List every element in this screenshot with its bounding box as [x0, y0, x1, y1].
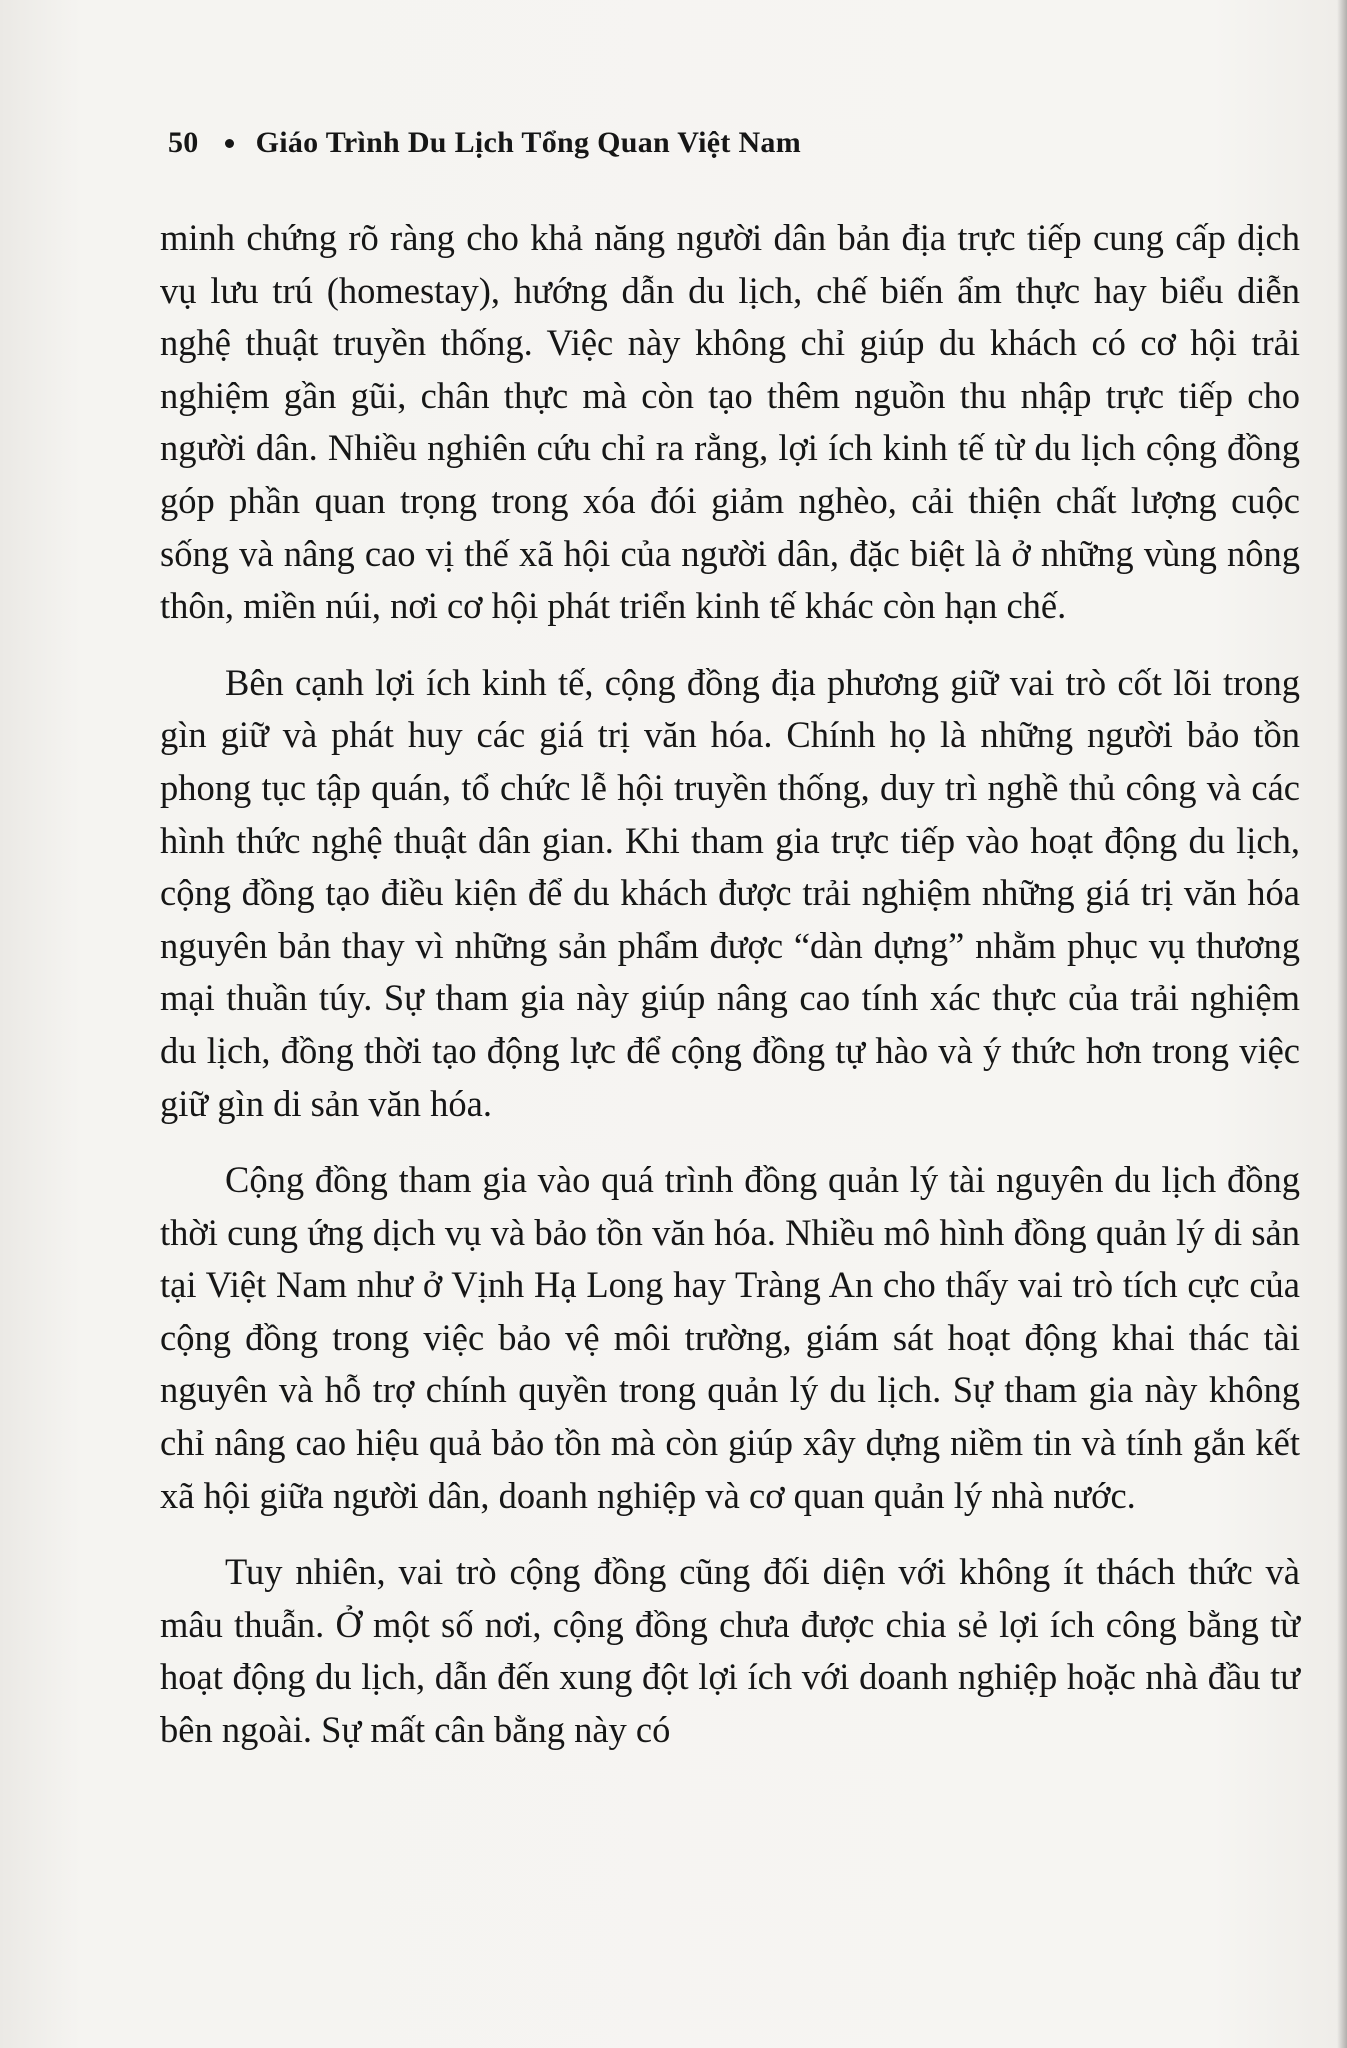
paragraph-3: Cộng đồng tham gia vào quá trình đồng quản lý tài nguyên du lịch đồng thời cung ứng dịch vụ và bảo tồn văn hóa. Nhiều mô hình đồng quản lý di sản tại Việt Nam như ở Vịnh Hạ Long hay Tràng An cho thấy vai trò tích cực của cộng đồng trong việc bảo vệ môi trường, giám sát hoạt động khai thác tài nguyên và hỗ trợ chính quyền trong quản lý du lịch. Sự tham gia này không chỉ nâng cao hiệu quả bảo tồn mà còn giúp xây dựng niềm tin và tính gắn kết xã hội giữa người dân, doanh nghiệp và cơ quan quản lý nhà nước. — [160, 1159, 1300, 1516]
page-number: 50 — [168, 126, 199, 159]
book-title: Giáo Trình Du Lịch Tổng Quan Việt Nam — [255, 126, 801, 159]
paragraph-1: minh chứng rõ ràng cho khả năng người dân bản địa trực tiếp cung cấp dịch vụ lưu trú (homestay), hướng dẫn du lịch, chế biến ẩm thực hay biểu diễn nghệ thuật truyền thống. Việc này không chỉ giúp du khách có cơ hội trải nghiệm gần gũi, chân thực mà còn tạo thêm nguồn thu nhập trực tiếp cho người dân. Nhiều nghiên cứu chỉ ra rằng, lợi ích kinh tế từ du lịch cộng đồng góp phần quan trọng trong xóa đói giảm nghèo, cải thiện chất lượng cuộc sống và nâng cao vị thế xã hội của người dân, đặc biệt là ở những vùng nông thôn, miền núi, nơi cơ hội phát triển kinh tế khác còn hạn chế. — [160, 217, 1300, 627]
paragraph-2: Bên cạnh lợi ích kinh tế, cộng đồng địa phương giữ vai trò cốt lõi trong gìn giữ và phát huy các giá trị văn hóa. Chính họ là những người bảo tồn phong tục tập quán, tổ chức lễ hội truyền thống, duy trì nghề thủ công và các hình thức nghệ thuật dân gian. Khi tham gia trực tiếp vào hoạt động du lịch, cộng đồng tạo điều kiện để du khách được trải nghiệm những giá trị văn hóa nguyên bản thay vì những sản phẩm được “dàn dựng” nhằm phục vụ thương mại thuần túy. Sự tham gia này giúp nâng cao tính xác thực của trải nghiệm du lịch, đồng thời tạo động lực để cộng đồng tự hào và ý thức hơn trong việc giữ gìn di sản văn hóa. — [160, 661, 1300, 1124]
paragraph-4: Tuy nhiên, vai trò cộng đồng cũng đối diện với không ít thách thức và mâu thuẫn. Ở một số nơi, cộng đồng chưa được chia sẻ lợi ích công bằng từ hoạt động du lịch, dẫn đến xung đột lợi ích với doanh nghiệp hoặc nhà đầu tư bên ngoài. Sự mất cân bằng này có — [160, 1551, 1300, 1751]
page-edge-shadow — [1337, 0, 1347, 2048]
body-text — [160, 212, 1300, 1757]
bullet-separator — [225, 139, 234, 148]
running-header — [168, 126, 801, 160]
